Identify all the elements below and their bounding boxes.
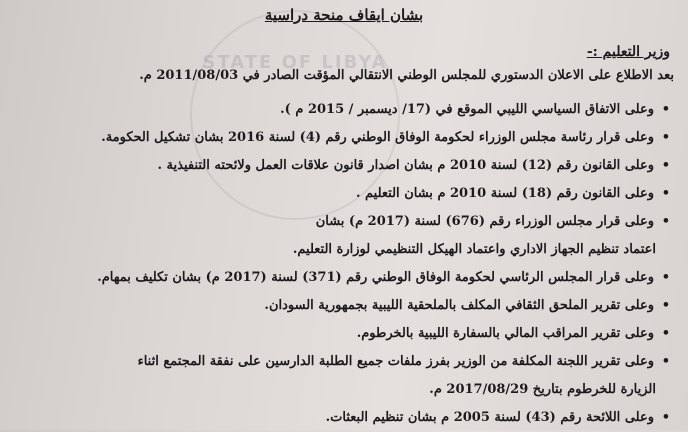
document-title: بشان ايقاف منحة دراسية: [264, 6, 424, 24]
addressee-heading: وزير التعليم :-: [586, 44, 670, 60]
bullet-icon: •: [661, 326, 670, 341]
bullet-icon: •: [661, 214, 670, 229]
citation-text: وعلى قرار مجلس الوزراء رقم (676) لسنة (2017 م) بشان: [315, 214, 654, 229]
citation-item: [10, 152, 670, 180]
bullet-icon: •: [661, 298, 670, 313]
bullet-icon: •: [661, 158, 670, 173]
citation-text-continuation: الزيارة للخرطوم بتاريخ 2017/08/29 م.: [429, 382, 656, 397]
citation-text: وعلى قرار المجلس الرئاسي لحكومة الوفاق الوطني رقم (371) لسنة (2017 م) بشان تكليف بمهام.: [97, 270, 654, 285]
citation-item: [10, 404, 670, 432]
citation-text: وعلى القانون رقم (18) لسنة 2010 م بشان التعليم .: [355, 186, 654, 201]
watermark-text: STATE OF LIBYA: [202, 52, 388, 73]
citation-item: [10, 124, 670, 152]
citation-item: [10, 180, 670, 208]
citation-item: [10, 96, 670, 124]
citation-text: وعلى تقرير المراقب المالي بالسفارة الليبية بالخرطوم.: [356, 326, 654, 341]
bullet-icon: •: [661, 186, 670, 201]
citations-list: [10, 96, 670, 432]
citation-text-continuation: اعتماد تنظيم الجهاز الاداري واعتماد الهيكل التنظيمي لوزارة التعليم.: [292, 242, 656, 257]
citation-item: [10, 208, 670, 264]
bullet-icon: •: [661, 270, 670, 285]
citation-text: وعلى القانون رقم (12) لسنة 2010 م بشان اصدار قانون علاقات العمل ولائحته التنفيذية .: [157, 158, 654, 173]
preamble-text: بعد الاطلاع على الاعلان الدستوري للمجلس الوطني الانتقالي المؤقت الصادر في 2011/08/03 م.: [139, 68, 674, 83]
citation-text: وعلى اللائحة رقم (43) لسنة 2005 م بشان تنظيم البعثات.: [325, 410, 654, 425]
bullet-icon: •: [661, 130, 670, 145]
citation-text: وعلى قرار رئاسة مجلس الوزراء لحكومة الوفاق الوطني رقم (4) لسنة 2016 بشان تشكيل الحكومة.: [101, 130, 654, 145]
citation-item: [10, 320, 670, 348]
citation-text: وعلى تقرير الملحق الثقافي المكلف بالملحقية الليبية بجمهورية السودان.: [264, 298, 654, 313]
bullet-icon: •: [661, 354, 670, 369]
citation-text: وعلى تقرير اللجنة المكلفة من الوزير بفرز ملفات جميع الطلبة الدارسين على نفقة المجتمع اثناء: [137, 354, 654, 369]
bullet-icon: •: [661, 410, 670, 425]
citation-item: [10, 292, 670, 320]
bullet-icon: •: [661, 102, 670, 117]
citation-item: [10, 348, 670, 404]
citation-text: وعلى الاتفاق السياسي الليبي الموقع في (17/ ديسمبر / 2015 م ).: [280, 102, 654, 117]
citation-item: [10, 264, 670, 292]
